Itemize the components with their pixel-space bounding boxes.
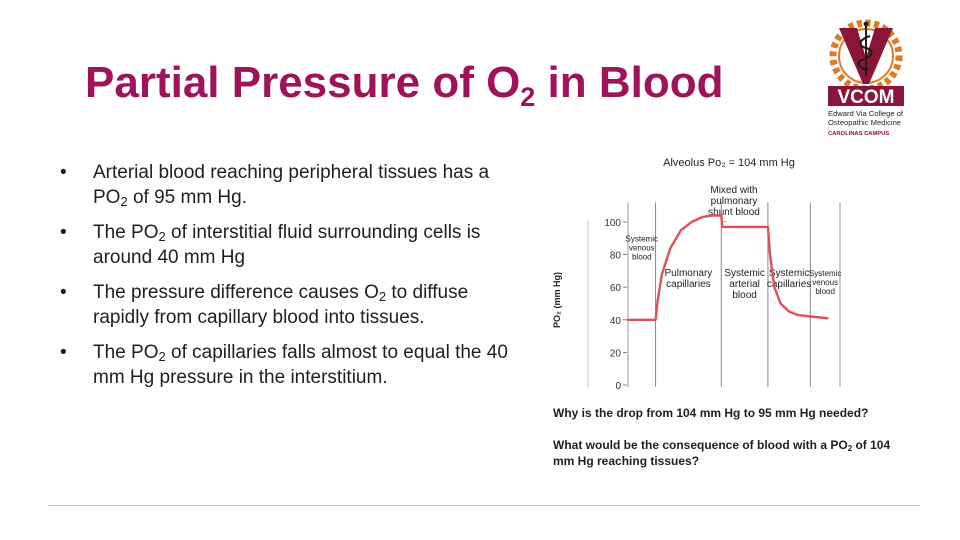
logo-line-2: Osteopathic Medicine xyxy=(828,118,902,127)
region-label: Systemic venous blood xyxy=(808,268,842,296)
y-axis xyxy=(588,218,627,392)
po2-chart xyxy=(545,150,860,400)
bullet-item: • The pressure difference causes $O_2$ to diffuse rapidly from capillary blood into tissues. xyxy=(58,280,510,330)
question-2: What would be the consequence of blood with a $PO_2$ of 104 mm Hg reaching tissues? xyxy=(553,438,891,468)
vcom-text: VCOM xyxy=(837,87,895,108)
bullet-item: • Arterial blood reaching peripheral tissues has a $PO_2$ of 95 mm Hg. xyxy=(58,160,510,210)
y-tick-label: 60 xyxy=(609,283,621,295)
bullet-item: • The $PO_2$ of interstitial fluid surrounding cells is around 40 mm Hg xyxy=(58,220,510,270)
discussion-questions xyxy=(553,405,903,485)
vcom-logo xyxy=(826,18,906,140)
callout-pointer xyxy=(724,221,725,222)
y-tick-label: 100 xyxy=(604,218,621,229)
question-1: Why is the drop from 104 mm Hg to 95 mm Hg needed? xyxy=(553,406,869,420)
y-tick-label: 80 xyxy=(609,250,621,262)
bullet-list xyxy=(58,160,510,400)
region-label: Systemic venous blood xyxy=(625,234,659,262)
logo-campus: CAROLINAS CAMPUS xyxy=(828,131,890,137)
y-axis-label: PO₂ (mm Hg) xyxy=(552,272,562,328)
region-label: Systemic arterial blood xyxy=(724,267,765,301)
bullet-item: • The $PO_2$ of capillaries falls almost to equal the 40 mm Hg pressure in the interstitium. xyxy=(58,340,510,390)
callout-label: Mixed with pulmonary shunt blood xyxy=(708,185,760,218)
slide-title: Partial Pressure of $O_2$ in Blood xyxy=(85,58,724,112)
y-tick-label: 40 xyxy=(609,315,621,327)
chart-title: Alveolus Po₂ = 104 mm Hg xyxy=(663,157,795,169)
logo-line-1: Edward Via College of xyxy=(828,109,903,118)
y-tick-label: 20 xyxy=(609,348,621,360)
region-label: Pulmonary capillaries xyxy=(664,267,713,290)
footer-divider xyxy=(48,505,920,506)
y-tick-label: 0 xyxy=(615,381,621,392)
region-label: Systemic capillaries xyxy=(766,267,812,290)
region-labels xyxy=(626,235,842,301)
